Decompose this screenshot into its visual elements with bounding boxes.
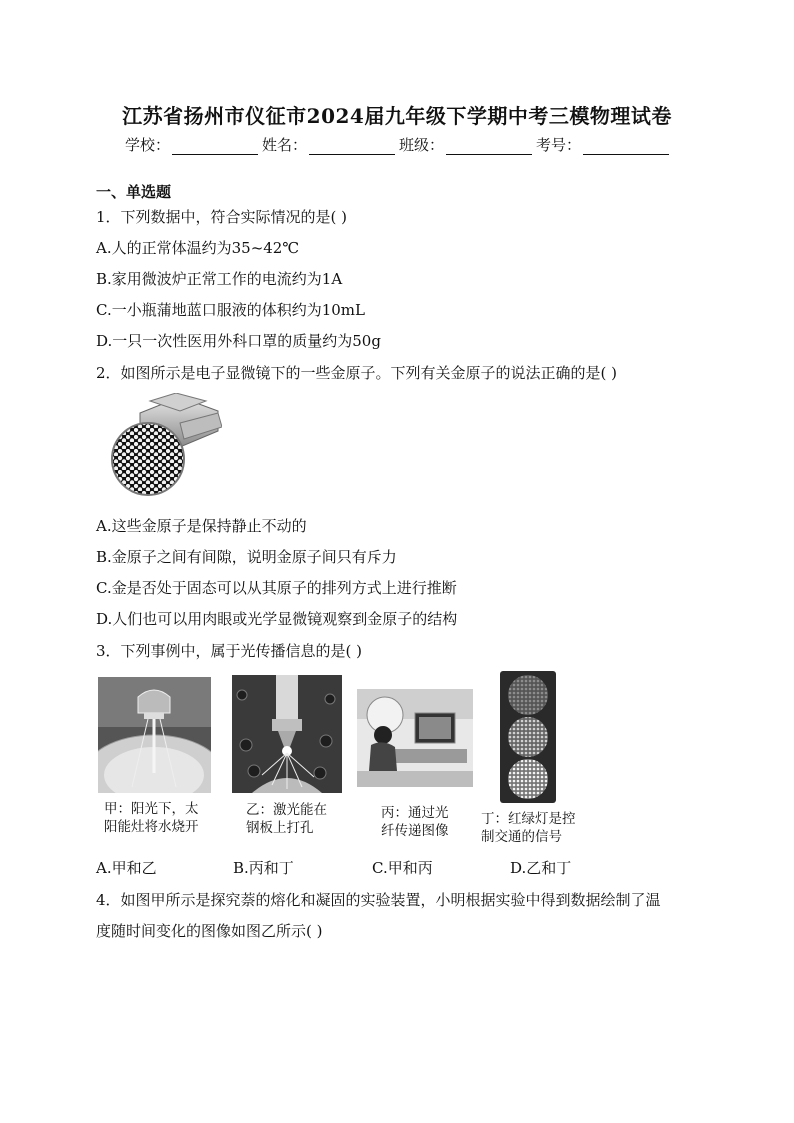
school-field: 学校： [125, 134, 258, 155]
q1-stem: 1．下列数据中，符合实际情况的是( ) [96, 208, 348, 226]
exam-number-field: 考号： [536, 134, 669, 155]
q1-option-d: D.一只一次性医用外科口罩的质量约为50g [96, 332, 381, 350]
q1-option-b: B.家用微波炉正常工作的电流约为1A [96, 270, 343, 288]
gold-atoms-image [110, 393, 222, 501]
caption-ding: 丁：红绿灯是控 制交通的信号 [481, 811, 576, 845]
name-field: 姓名： [262, 134, 395, 155]
q3-option-b: B.丙和丁 [233, 859, 294, 877]
fiber-imaging-image [357, 689, 473, 787]
q3-stem: 3．下列事例中，属于光传播信息的是( ) [96, 642, 363, 660]
section-heading: 一、单选题 [96, 183, 172, 201]
student-info-row [0, 134, 794, 155]
q1-option-c: C.一小瓶蒲地蓝口服液的体积约为10mL [96, 301, 365, 319]
q3-option-c: C.甲和丙 [372, 859, 433, 877]
school-blank[interactable] [172, 138, 258, 155]
laser-drilling-image [232, 675, 342, 793]
caption-bing: 丙：通过光 纤传递图像 [381, 805, 449, 839]
q3-option-a: A.甲和乙 [96, 859, 157, 877]
name-blank[interactable] [309, 138, 395, 155]
solar-cooker-image [98, 677, 211, 793]
q4-stem-line-1: 4．如图甲所示是探究萘的熔化和凝固的实验装置，小明根据实验中得到数据绘制了温 [96, 891, 661, 909]
q2-option-a: A.这些金原子是保持静止不动的 [96, 517, 307, 535]
class-blank[interactable] [446, 138, 532, 155]
q1-option-a: A.人的正常体温约为35~42℃ [96, 239, 300, 257]
q4-stem-line-2: 度随时间变化的图像如图乙所示( ) [96, 922, 323, 940]
q3-option-d: D.乙和丁 [510, 859, 572, 877]
traffic-light-image [500, 671, 556, 803]
caption-jia: 甲：阳光下，太 阳能灶将水烧开 [104, 801, 199, 835]
q2-stem: 2．如图所示是电子显微镜下的一些金原子。下列有关金原子的说法正确的是( ) [96, 364, 618, 382]
q2-option-d: D.人们也可以用肉眼或光学显微镜观察到金原子的结构 [96, 610, 458, 628]
exam-number-blank[interactable] [583, 138, 669, 155]
caption-yi: 乙：激光能在 钢板上打孔 [246, 802, 327, 836]
q2-option-b: B.金原子之间有间隙，说明金原子间只有斥力 [96, 548, 397, 566]
page-title: 江苏省扬州市仪征市2024届九年级下学期中考三模物理试卷 [122, 104, 672, 128]
class-field: 班级： [399, 134, 532, 155]
q2-option-c: C.金是否处于固态可以从其原子的排列方式上进行推断 [96, 579, 457, 597]
